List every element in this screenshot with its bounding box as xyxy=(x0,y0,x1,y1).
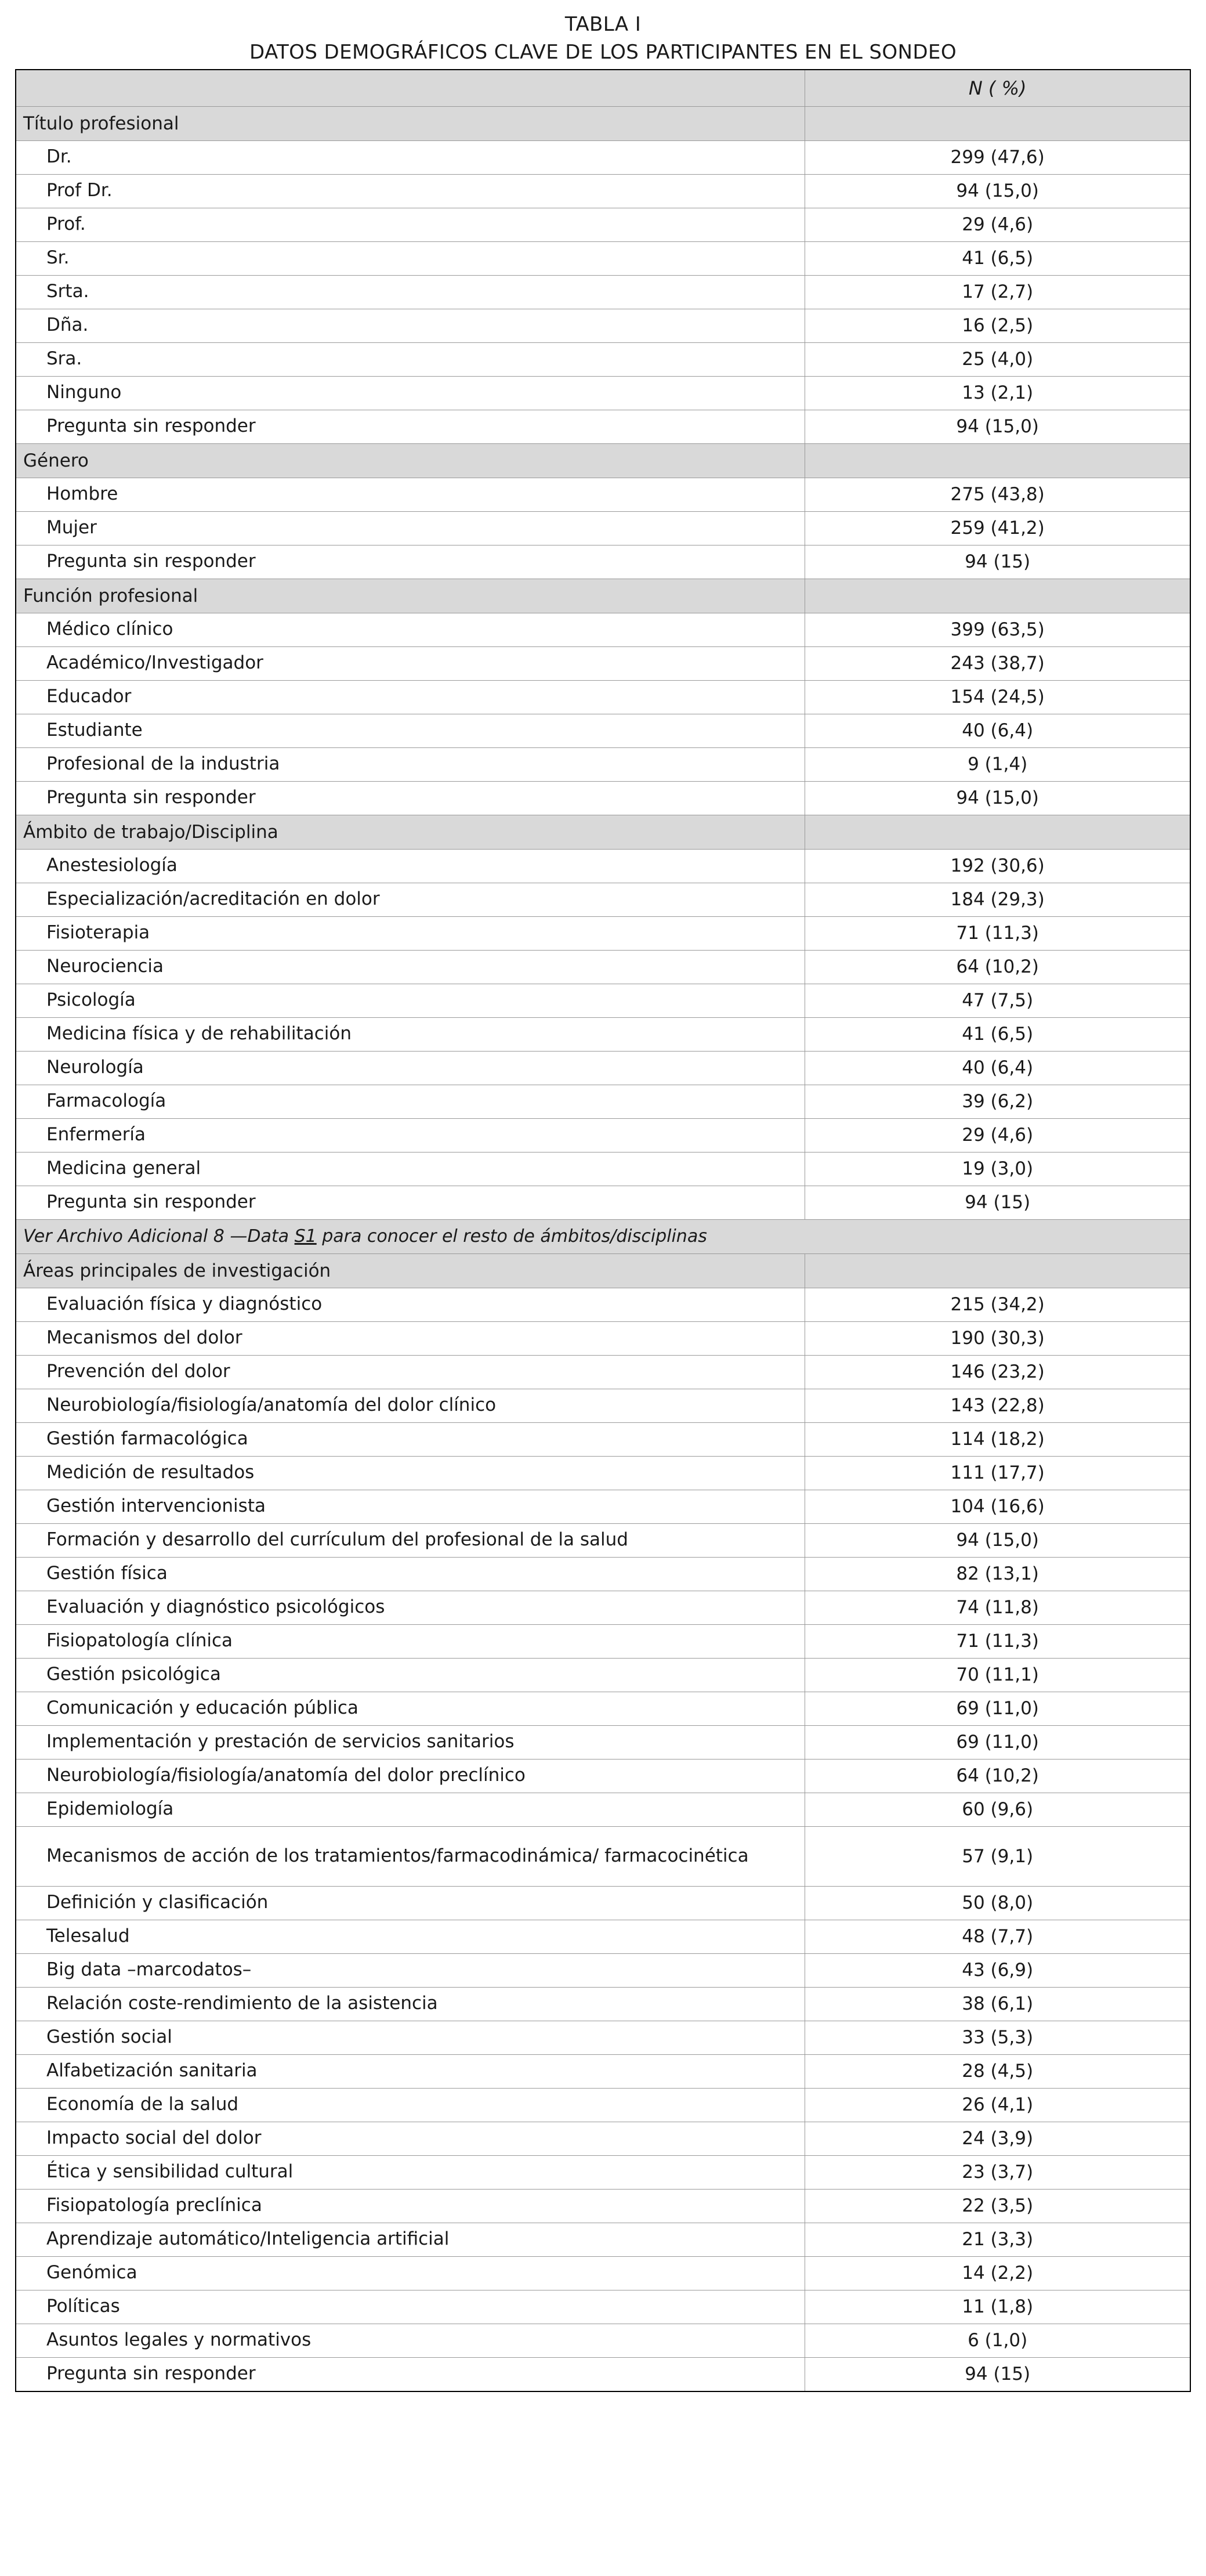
table-row xyxy=(16,2256,1190,2290)
row-label: Médico clínico xyxy=(16,613,805,646)
table-row xyxy=(16,2155,1190,2189)
table-row xyxy=(16,2122,1190,2155)
table-row xyxy=(16,478,1190,511)
row-value: 41 (6,5) xyxy=(805,241,1190,275)
table-number: TABLA I xyxy=(564,13,642,36)
row-label: Genómica xyxy=(16,2256,805,2290)
row-value: 94 (15,0) xyxy=(805,781,1190,815)
row-label: Hombre xyxy=(16,478,805,511)
table-caption: DATOS DEMOGRÁFICOS CLAVE DE LOS PARTICIPANTES EN EL SONDEO xyxy=(249,41,957,64)
table-row xyxy=(16,984,1190,1017)
row-label: Fisiopatología clínica xyxy=(16,1624,805,1658)
row-value: 17 (2,7) xyxy=(805,275,1190,309)
row-label: Medicina física y de rehabilitación xyxy=(16,1017,805,1051)
row-label: Neurobiología/fisiología/anatomía del dolor clínico xyxy=(16,1389,805,1422)
table-row xyxy=(16,1422,1190,1456)
row-label: Evaluación física y diagnóstico xyxy=(16,1288,805,1321)
row-label: Gestión física xyxy=(16,1557,805,1591)
row-label: Evaluación y diagnóstico psicológicos xyxy=(16,1591,805,1624)
row-label: Psicología xyxy=(16,984,805,1017)
row-value: 11 (1,8) xyxy=(805,2290,1190,2324)
footnote-link[interactable]: S1 xyxy=(294,1226,317,1247)
row-value: 9 (1,4) xyxy=(805,747,1190,781)
footnote-suffix: para conocer el resto de ámbitos/disciplinas xyxy=(316,1226,707,1247)
row-label: Especialización/acreditación en dolor xyxy=(16,883,805,916)
row-value: 94 (15,0) xyxy=(805,410,1190,443)
row-value: 64 (10,2) xyxy=(805,950,1190,984)
row-value: 114 (18,2) xyxy=(805,1422,1190,1456)
row-value: 74 (11,8) xyxy=(805,1591,1190,1624)
row-value: 104 (16,6) xyxy=(805,1490,1190,1523)
row-value: 70 (11,1) xyxy=(805,1658,1190,1692)
row-value: 69 (11,0) xyxy=(805,1725,1190,1759)
row-value: 47 (7,5) xyxy=(805,984,1190,1017)
row-value: 22 (3,5) xyxy=(805,2189,1190,2223)
table-row xyxy=(16,1389,1190,1422)
row-value: 111 (17,7) xyxy=(805,1456,1190,1490)
table-row xyxy=(16,2290,1190,2324)
table-row xyxy=(16,714,1190,747)
table-row xyxy=(16,1692,1190,1725)
row-label: Epidemiología xyxy=(16,1793,805,1826)
header-n-cell: N ( %) xyxy=(805,70,1190,107)
row-label: Big data –marcodatos– xyxy=(16,1953,805,1987)
row-value: 215 (34,2) xyxy=(805,1288,1190,1321)
row-label: Dña. xyxy=(16,309,805,342)
row-label: Definición y clasificación xyxy=(16,1886,805,1920)
row-label: Formación y desarrollo del currículum del profesional de la salud xyxy=(16,1523,805,1557)
row-value: 50 (8,0) xyxy=(805,1886,1190,1920)
table-row xyxy=(16,2324,1190,2357)
row-value: 60 (9,6) xyxy=(805,1793,1190,1826)
row-value: 146 (23,2) xyxy=(805,1355,1190,1389)
table-row xyxy=(16,140,1190,174)
row-label: Mecanismos de acción de los tratamientos/farmacodinámica/ farmacocinética xyxy=(16,1826,805,1886)
row-value: 94 (15,0) xyxy=(805,1523,1190,1557)
row-label: Anestesiología xyxy=(16,849,805,883)
row-value: 40 (6,4) xyxy=(805,714,1190,747)
row-label: Economía de la salud xyxy=(16,2088,805,2122)
row-value: 26 (4,1) xyxy=(805,2088,1190,2122)
group-label: Función profesional xyxy=(16,579,805,613)
row-value: 275 (43,8) xyxy=(805,478,1190,511)
row-label: Sra. xyxy=(16,342,805,376)
row-label: Neurología xyxy=(16,1051,805,1085)
table-row xyxy=(16,1591,1190,1624)
table-row xyxy=(16,1490,1190,1523)
row-label: Farmacología xyxy=(16,1085,805,1118)
table-row xyxy=(16,174,1190,208)
row-label: Gestión social xyxy=(16,2021,805,2054)
table-row xyxy=(16,1186,1190,1219)
table-row xyxy=(16,1920,1190,1953)
row-label: Fisiopatología preclínica xyxy=(16,2189,805,2223)
row-value: 299 (47,6) xyxy=(805,140,1190,174)
row-value: 71 (11,3) xyxy=(805,1624,1190,1658)
table-row xyxy=(16,1456,1190,1490)
row-value: 82 (13,1) xyxy=(805,1557,1190,1591)
row-value: 24 (3,9) xyxy=(805,2122,1190,2155)
table-row xyxy=(16,1725,1190,1759)
row-value: 259 (41,2) xyxy=(805,511,1190,545)
table-group-row xyxy=(16,815,1190,849)
row-value: 33 (5,3) xyxy=(805,2021,1190,2054)
row-label: Medicina general xyxy=(16,1152,805,1186)
row-label: Neurobiología/fisiología/anatomía del dolor preclínico xyxy=(16,1759,805,1793)
table-row xyxy=(16,1523,1190,1557)
row-label: Prevención del dolor xyxy=(16,1355,805,1389)
table-row xyxy=(16,1355,1190,1389)
row-value: 19 (3,0) xyxy=(805,1152,1190,1186)
table-row xyxy=(16,1321,1190,1355)
table-group-row xyxy=(16,1253,1190,1288)
group-label: Áreas principales de investigación xyxy=(16,1253,805,1288)
row-value: 6 (1,0) xyxy=(805,2324,1190,2357)
row-value: 143 (22,8) xyxy=(805,1389,1190,1422)
table-row xyxy=(16,376,1190,410)
row-value: 29 (4,6) xyxy=(805,1118,1190,1152)
row-label: Impacto social del dolor xyxy=(16,2122,805,2155)
row-value: 154 (24,5) xyxy=(805,680,1190,714)
row-value: 69 (11,0) xyxy=(805,1692,1190,1725)
table-row xyxy=(16,613,1190,646)
row-label: Políticas xyxy=(16,2290,805,2324)
row-label: Neurociencia xyxy=(16,950,805,984)
group-value xyxy=(805,443,1190,478)
table-row xyxy=(16,1118,1190,1152)
row-value: 94 (15) xyxy=(805,545,1190,579)
row-label: Prof Dr. xyxy=(16,174,805,208)
table-row xyxy=(16,781,1190,815)
table-row xyxy=(16,1017,1190,1051)
row-label: Pregunta sin responder xyxy=(16,2357,805,2391)
row-label: Pregunta sin responder xyxy=(16,781,805,815)
table-row xyxy=(16,1793,1190,1826)
table-row xyxy=(16,1288,1190,1321)
header-blank-cell xyxy=(16,70,805,107)
table-row xyxy=(16,747,1190,781)
row-value: 94 (15) xyxy=(805,2357,1190,2391)
table-row xyxy=(16,849,1190,883)
row-value: 94 (15,0) xyxy=(805,174,1190,208)
table-row xyxy=(16,916,1190,950)
table-row xyxy=(16,511,1190,545)
table-footnote-row xyxy=(16,1219,1190,1253)
row-label: Pregunta sin responder xyxy=(16,1186,805,1219)
table-row xyxy=(16,545,1190,579)
table-group-row xyxy=(16,579,1190,613)
table-header-row xyxy=(16,70,1190,107)
table-row xyxy=(16,1886,1190,1920)
row-value: 13 (2,1) xyxy=(805,376,1190,410)
row-value: 190 (30,3) xyxy=(805,1321,1190,1355)
row-value: 57 (9,1) xyxy=(805,1826,1190,1886)
table-row xyxy=(16,2021,1190,2054)
footnote-prefix: Ver Archivo Adicional 8 —Data xyxy=(23,1226,295,1247)
row-label: Profesional de la industria xyxy=(16,747,805,781)
table-row xyxy=(16,2189,1190,2223)
table-row xyxy=(16,680,1190,714)
row-value: 41 (6,5) xyxy=(805,1017,1190,1051)
table-row xyxy=(16,1826,1190,1886)
row-value: 38 (6,1) xyxy=(805,1987,1190,2021)
table-row xyxy=(16,883,1190,916)
table-row xyxy=(16,1624,1190,1658)
row-label: Gestión intervencionista xyxy=(16,1490,805,1523)
row-value: 43 (6,9) xyxy=(805,1953,1190,1987)
table-group-row xyxy=(16,443,1190,478)
row-label: Estudiante xyxy=(16,714,805,747)
table-row xyxy=(16,208,1190,241)
table-row xyxy=(16,410,1190,443)
table-row xyxy=(16,950,1190,984)
row-label: Medición de resultados xyxy=(16,1456,805,1490)
table-row xyxy=(16,1051,1190,1085)
row-value: 94 (15) xyxy=(805,1186,1190,1219)
table-group-row xyxy=(16,106,1190,140)
row-value: 39 (6,2) xyxy=(805,1085,1190,1118)
row-label: Implementación y prestación de servicios sanitarios xyxy=(16,1725,805,1759)
group-label: Ámbito de trabajo/Disciplina xyxy=(16,815,805,849)
row-label: Pregunta sin responder xyxy=(16,545,805,579)
row-label: Alfabetización sanitaria xyxy=(16,2054,805,2088)
group-value xyxy=(805,579,1190,613)
row-label: Gestión farmacológica xyxy=(16,1422,805,1456)
row-label: Académico/Investigador xyxy=(16,646,805,680)
row-label: Asuntos legales y normativos xyxy=(16,2324,805,2357)
row-label: Ninguno xyxy=(16,376,805,410)
table-row xyxy=(16,342,1190,376)
table-row xyxy=(16,2088,1190,2122)
page-title xyxy=(15,10,1191,67)
row-label: Enfermería xyxy=(16,1118,805,1152)
demographics-table xyxy=(15,69,1191,2392)
row-label: Dr. xyxy=(16,140,805,174)
table-row xyxy=(16,309,1190,342)
row-label: Educador xyxy=(16,680,805,714)
group-value xyxy=(805,1253,1190,1288)
row-label: Aprendizaje automático/Inteligencia artificial xyxy=(16,2223,805,2256)
row-label: Gestión psicológica xyxy=(16,1658,805,1692)
row-value: 192 (30,6) xyxy=(805,849,1190,883)
row-label: Pregunta sin responder xyxy=(16,410,805,443)
table-row xyxy=(16,241,1190,275)
group-value xyxy=(805,815,1190,849)
group-label: Título profesional xyxy=(16,106,805,140)
row-value: 21 (3,3) xyxy=(805,2223,1190,2256)
row-value: 16 (2,5) xyxy=(805,309,1190,342)
table-row xyxy=(16,2223,1190,2256)
table-row xyxy=(16,2357,1190,2391)
table-row xyxy=(16,1557,1190,1591)
row-value: 243 (38,7) xyxy=(805,646,1190,680)
table-row xyxy=(16,275,1190,309)
table-row xyxy=(16,2054,1190,2088)
row-label: Ética y sensibilidad cultural xyxy=(16,2155,805,2189)
row-value: 23 (3,7) xyxy=(805,2155,1190,2189)
row-label: Mujer xyxy=(16,511,805,545)
row-label: Comunicación y educación pública xyxy=(16,1692,805,1725)
row-value: 29 (4,6) xyxy=(805,208,1190,241)
row-value: 184 (29,3) xyxy=(805,883,1190,916)
row-value: 40 (6,4) xyxy=(805,1051,1190,1085)
row-label: Fisioterapia xyxy=(16,916,805,950)
row-label: Telesalud xyxy=(16,1920,805,1953)
row-label: Srta. xyxy=(16,275,805,309)
row-label: Prof. xyxy=(16,208,805,241)
table-row xyxy=(16,1759,1190,1793)
row-value: 25 (4,0) xyxy=(805,342,1190,376)
row-label: Mecanismos del dolor xyxy=(16,1321,805,1355)
row-value: 71 (11,3) xyxy=(805,916,1190,950)
table-row xyxy=(16,1658,1190,1692)
table-row xyxy=(16,646,1190,680)
row-value: 48 (7,7) xyxy=(805,1920,1190,1953)
table-row xyxy=(16,1152,1190,1186)
row-value: 64 (10,2) xyxy=(805,1759,1190,1793)
table-row xyxy=(16,1953,1190,1987)
table-row xyxy=(16,1987,1190,2021)
row-label: Relación coste-rendimiento de la asistencia xyxy=(16,1987,805,2021)
group-value xyxy=(805,106,1190,140)
row-value: 28 (4,5) xyxy=(805,2054,1190,2088)
row-label: Sr. xyxy=(16,241,805,275)
row-value: 399 (63,5) xyxy=(805,613,1190,646)
footnote-text xyxy=(16,1219,1190,1253)
table-row xyxy=(16,1085,1190,1118)
group-label: Género xyxy=(16,443,805,478)
row-value: 14 (2,2) xyxy=(805,2256,1190,2290)
